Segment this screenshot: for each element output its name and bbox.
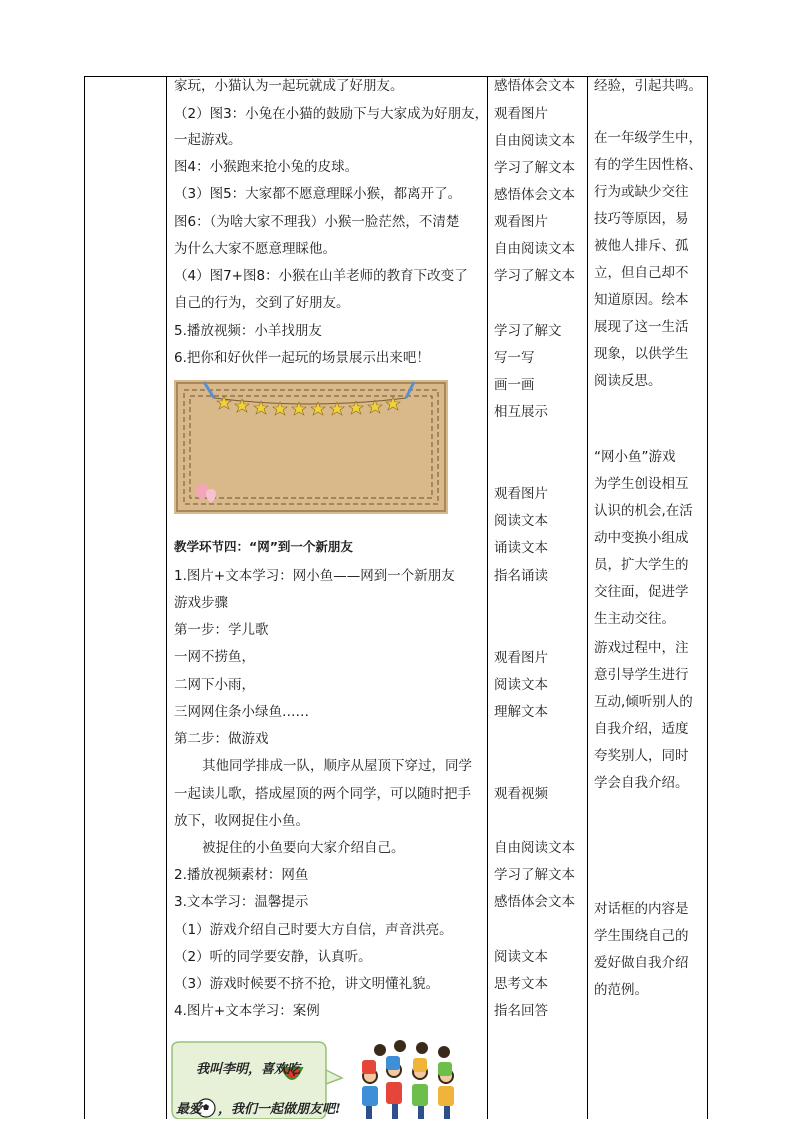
process-line: 被捉住的小鱼要向大家介绍自己。 xyxy=(202,840,405,856)
intent-line: 知道原因。绘本 xyxy=(594,292,689,308)
process-line: 3.文本学习：温馨提示 xyxy=(174,894,309,910)
process-line: 其他同学排成一队，顺序从屋顶下穿过，同学 xyxy=(202,758,472,774)
activity-line: 阅读文本 xyxy=(494,677,548,693)
process-line: 三网网住条小绿鱼…… xyxy=(174,704,309,720)
process-line: （2）图3：小兔在小猫的鼓励下与大家成为好朋友， xyxy=(174,106,489,122)
process-line: 家玩，小猫认为一起玩就成了好朋友。 xyxy=(174,78,404,94)
intent-line: 爱好做自我介绍 xyxy=(594,955,689,971)
bubble-text-line2a: 最爱 xyxy=(176,1102,203,1117)
intent-line: 为学生创设相互 xyxy=(594,476,689,492)
activity-line: 学习了解文 xyxy=(494,323,562,339)
activity-line: 相互展示 xyxy=(494,404,548,420)
intent-line: 立，但自己却不 xyxy=(594,265,689,281)
process-line: 游戏步骤 xyxy=(174,595,228,611)
activity-line: 诵读文本 xyxy=(494,540,548,556)
activity-line: 学习了解文本 xyxy=(494,160,575,176)
process-line: 图6：（为啥大家不理我）小猴一脸茫然，不清楚 xyxy=(174,214,460,230)
activity-line: 理解文本 xyxy=(494,704,548,720)
process-line: （2）听的同学要安静，认真听。 xyxy=(174,949,372,965)
activity-line: 观看图片 xyxy=(494,486,548,502)
activity-line: 学习了解文本 xyxy=(494,268,575,284)
activity-line: 阅读文本 xyxy=(494,513,548,529)
process-line: 图4：小猴跑来抢小兔的皮球。 xyxy=(174,159,359,175)
table-border-right xyxy=(707,76,708,1119)
activity-line: 感悟体会文本 xyxy=(494,187,575,203)
intent-line: 的范例。 xyxy=(594,982,648,998)
activity-line: 感悟体会文本 xyxy=(494,894,575,910)
table-divider-1 xyxy=(166,76,167,1119)
intent-line: 学生围绕自己的 xyxy=(594,928,689,944)
intent-line: 员，扩大学生的 xyxy=(594,557,689,573)
process-line: 二网下小雨， xyxy=(174,677,255,693)
table-divider-2 xyxy=(487,76,488,1119)
intent-line: 行为或缺少交往 xyxy=(594,184,689,200)
activity-line: 学习了解文本 xyxy=(494,867,575,883)
activity-line: 观看图片 xyxy=(494,106,548,122)
activity-line: 画一画 xyxy=(494,377,535,393)
process-line: （4）图7+图8：小猴在山羊老师的教育下改变了 xyxy=(174,268,468,284)
intent-line: 动中变换小组成 xyxy=(594,530,689,546)
intent-line: 交往面，促进学 xyxy=(594,584,689,600)
intent-line: 意引导学生进行 xyxy=(594,667,689,683)
intent-line: 技巧等原因，易 xyxy=(594,211,689,227)
intent-line: 展现了这一生活 xyxy=(594,319,689,335)
intent-line: 自我介绍，适度 xyxy=(594,721,689,737)
activity-line: 思考文本 xyxy=(494,976,548,992)
process-line: （1）游戏介绍自己时要大方自信，声音洪亮。 xyxy=(174,922,453,938)
process-line: 一起读儿歌，搭成屋顶的两个同学，可以随时把手 xyxy=(174,786,471,802)
activity-line: 阅读文本 xyxy=(494,949,548,965)
intent-line: “网小鱼”游戏 xyxy=(594,449,676,465)
process-line: 为什么大家不愿意理睬他。 xyxy=(174,241,336,257)
bubble-text-line1: 我叫李明，喜欢吃 xyxy=(196,1062,301,1077)
process-line: 4.图片+文本学习：案例 xyxy=(174,1003,320,1019)
process-line: 自己的行为，交到了好朋友。 xyxy=(174,295,350,311)
process-line: 一网不捞鱼， xyxy=(174,649,255,665)
intent-line: 互动,倾听别人的 xyxy=(594,694,693,710)
activity-line: 观看视频 xyxy=(494,786,548,802)
intent-line: 学会自我介绍。 xyxy=(594,775,689,791)
process-line: （3）图5：大家都不愿意理睬小猴，都离开了。 xyxy=(174,186,462,202)
intent-line: 在一年级学生中， xyxy=(594,130,702,146)
intent-line: 现象，以供学生 xyxy=(594,346,689,362)
section-heading: 教学环节四：“网”到一个新朋友 xyxy=(174,539,353,554)
process-line: （3）游戏时候要不挤不抢，讲文明懂礼貌。 xyxy=(174,976,440,992)
table-divider-3 xyxy=(587,76,588,1119)
process-line: 5.播放视频：小羊找朋友 xyxy=(174,323,322,339)
activity-line: 感悟体会文本 xyxy=(494,78,575,94)
self-introduction-illustration xyxy=(170,1040,470,1119)
process-line: 6.把你和好伙伴一起玩的场景展示出来吧！ xyxy=(174,350,430,366)
intent-line: 夸奖别人，同时 xyxy=(594,748,689,764)
process-line: 1.图片+文本学习：网小鱼——网到一个新朋友 xyxy=(174,568,455,584)
activity-line: 自由阅读文本 xyxy=(494,133,575,149)
activity-line: 指名回答 xyxy=(494,1003,548,1019)
process-line: 一起游戏。 xyxy=(174,132,242,148)
intent-line: 生主动交往。 xyxy=(594,611,675,627)
intent-line: 认识的机会,在活 xyxy=(594,503,693,519)
activity-line: 自由阅读文本 xyxy=(494,241,575,257)
process-line: 2.播放视频素材：网鱼 xyxy=(174,867,309,883)
intent-line: 对话框的内容是 xyxy=(594,901,689,917)
friendship-board-image xyxy=(174,380,448,514)
activity-line: 写一写 xyxy=(494,350,535,366)
table-border-left xyxy=(84,76,85,1119)
process-line: 第二步：做游戏 xyxy=(174,731,269,747)
process-line: 放下，收网捉住小鱼。 xyxy=(174,813,309,829)
activity-line: 观看图片 xyxy=(494,214,548,230)
activity-line: 观看图片 xyxy=(494,650,548,666)
process-line: 第一步：学儿歌 xyxy=(174,622,269,638)
intent-line: 有的学生因性格、 xyxy=(594,157,702,173)
intent-line: 经验，引起共鸣。 xyxy=(594,78,702,94)
intent-line: 游戏过程中，注 xyxy=(594,640,689,656)
activity-line: 指名诵读 xyxy=(494,568,548,584)
activity-line: 自由阅读文本 xyxy=(494,840,575,856)
bubble-text-line2b: ，我们一起做朋友吧! xyxy=(218,1102,341,1117)
intent-line: 阅读反思。 xyxy=(594,373,662,389)
intent-line: 被他人排斥、孤 xyxy=(594,238,689,254)
